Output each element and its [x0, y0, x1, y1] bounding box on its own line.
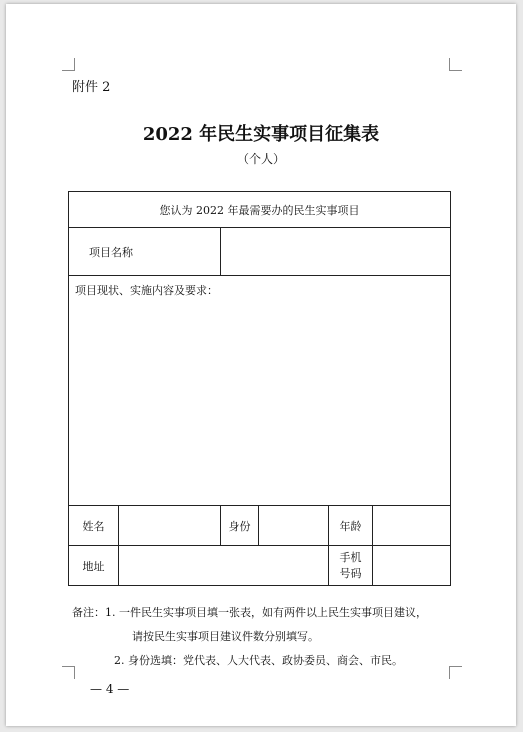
notes	[72, 601, 427, 673]
identity-label: 身份	[221, 506, 259, 546]
page-number: — 4 —	[90, 682, 130, 696]
project-name-label: 项目名称	[69, 228, 221, 276]
note-line-2: 请按民生实事项目建议件数分别填写。	[132, 630, 319, 643]
age-label: 年龄	[329, 506, 373, 546]
crop-mark-bottom-right	[449, 666, 462, 679]
note-line-1: 备注：1. 一件民生实事项目填一张表，如有两件以上民生实事项目建议，	[72, 606, 427, 619]
age-field[interactable]	[373, 506, 451, 546]
page-title: 2022 年民生实事项目征集表	[142, 124, 380, 145]
note-line-3: 2. 身份选填：党代表、人大代表、政协委员、商会、市民。	[114, 654, 403, 667]
project-content-field[interactable]	[69, 276, 451, 506]
identity-field[interactable]	[259, 506, 329, 546]
project-name-field[interactable]	[221, 228, 451, 276]
document-page	[6, 4, 516, 726]
collection-form-table	[68, 191, 451, 586]
phone-field[interactable]	[373, 546, 451, 586]
name-label: 姓名	[69, 506, 119, 546]
name-field[interactable]	[119, 506, 221, 546]
crop-mark-top-right	[449, 58, 462, 71]
phone-label	[329, 546, 373, 586]
address-field[interactable]	[119, 546, 329, 586]
phone-label-line2: 号码	[339, 566, 362, 580]
phone-label-line1: 手机	[339, 550, 362, 564]
page-subtitle: （个人）	[236, 152, 285, 166]
attachment-label: 附件 2	[72, 80, 111, 95]
table-header: 您认为 2022 年最需要办的民生实事项目	[69, 192, 451, 228]
project-content-label: 项目现状、实施内容及要求：	[75, 284, 218, 297]
address-label: 地址	[69, 546, 119, 586]
crop-mark-top-left	[62, 58, 75, 71]
